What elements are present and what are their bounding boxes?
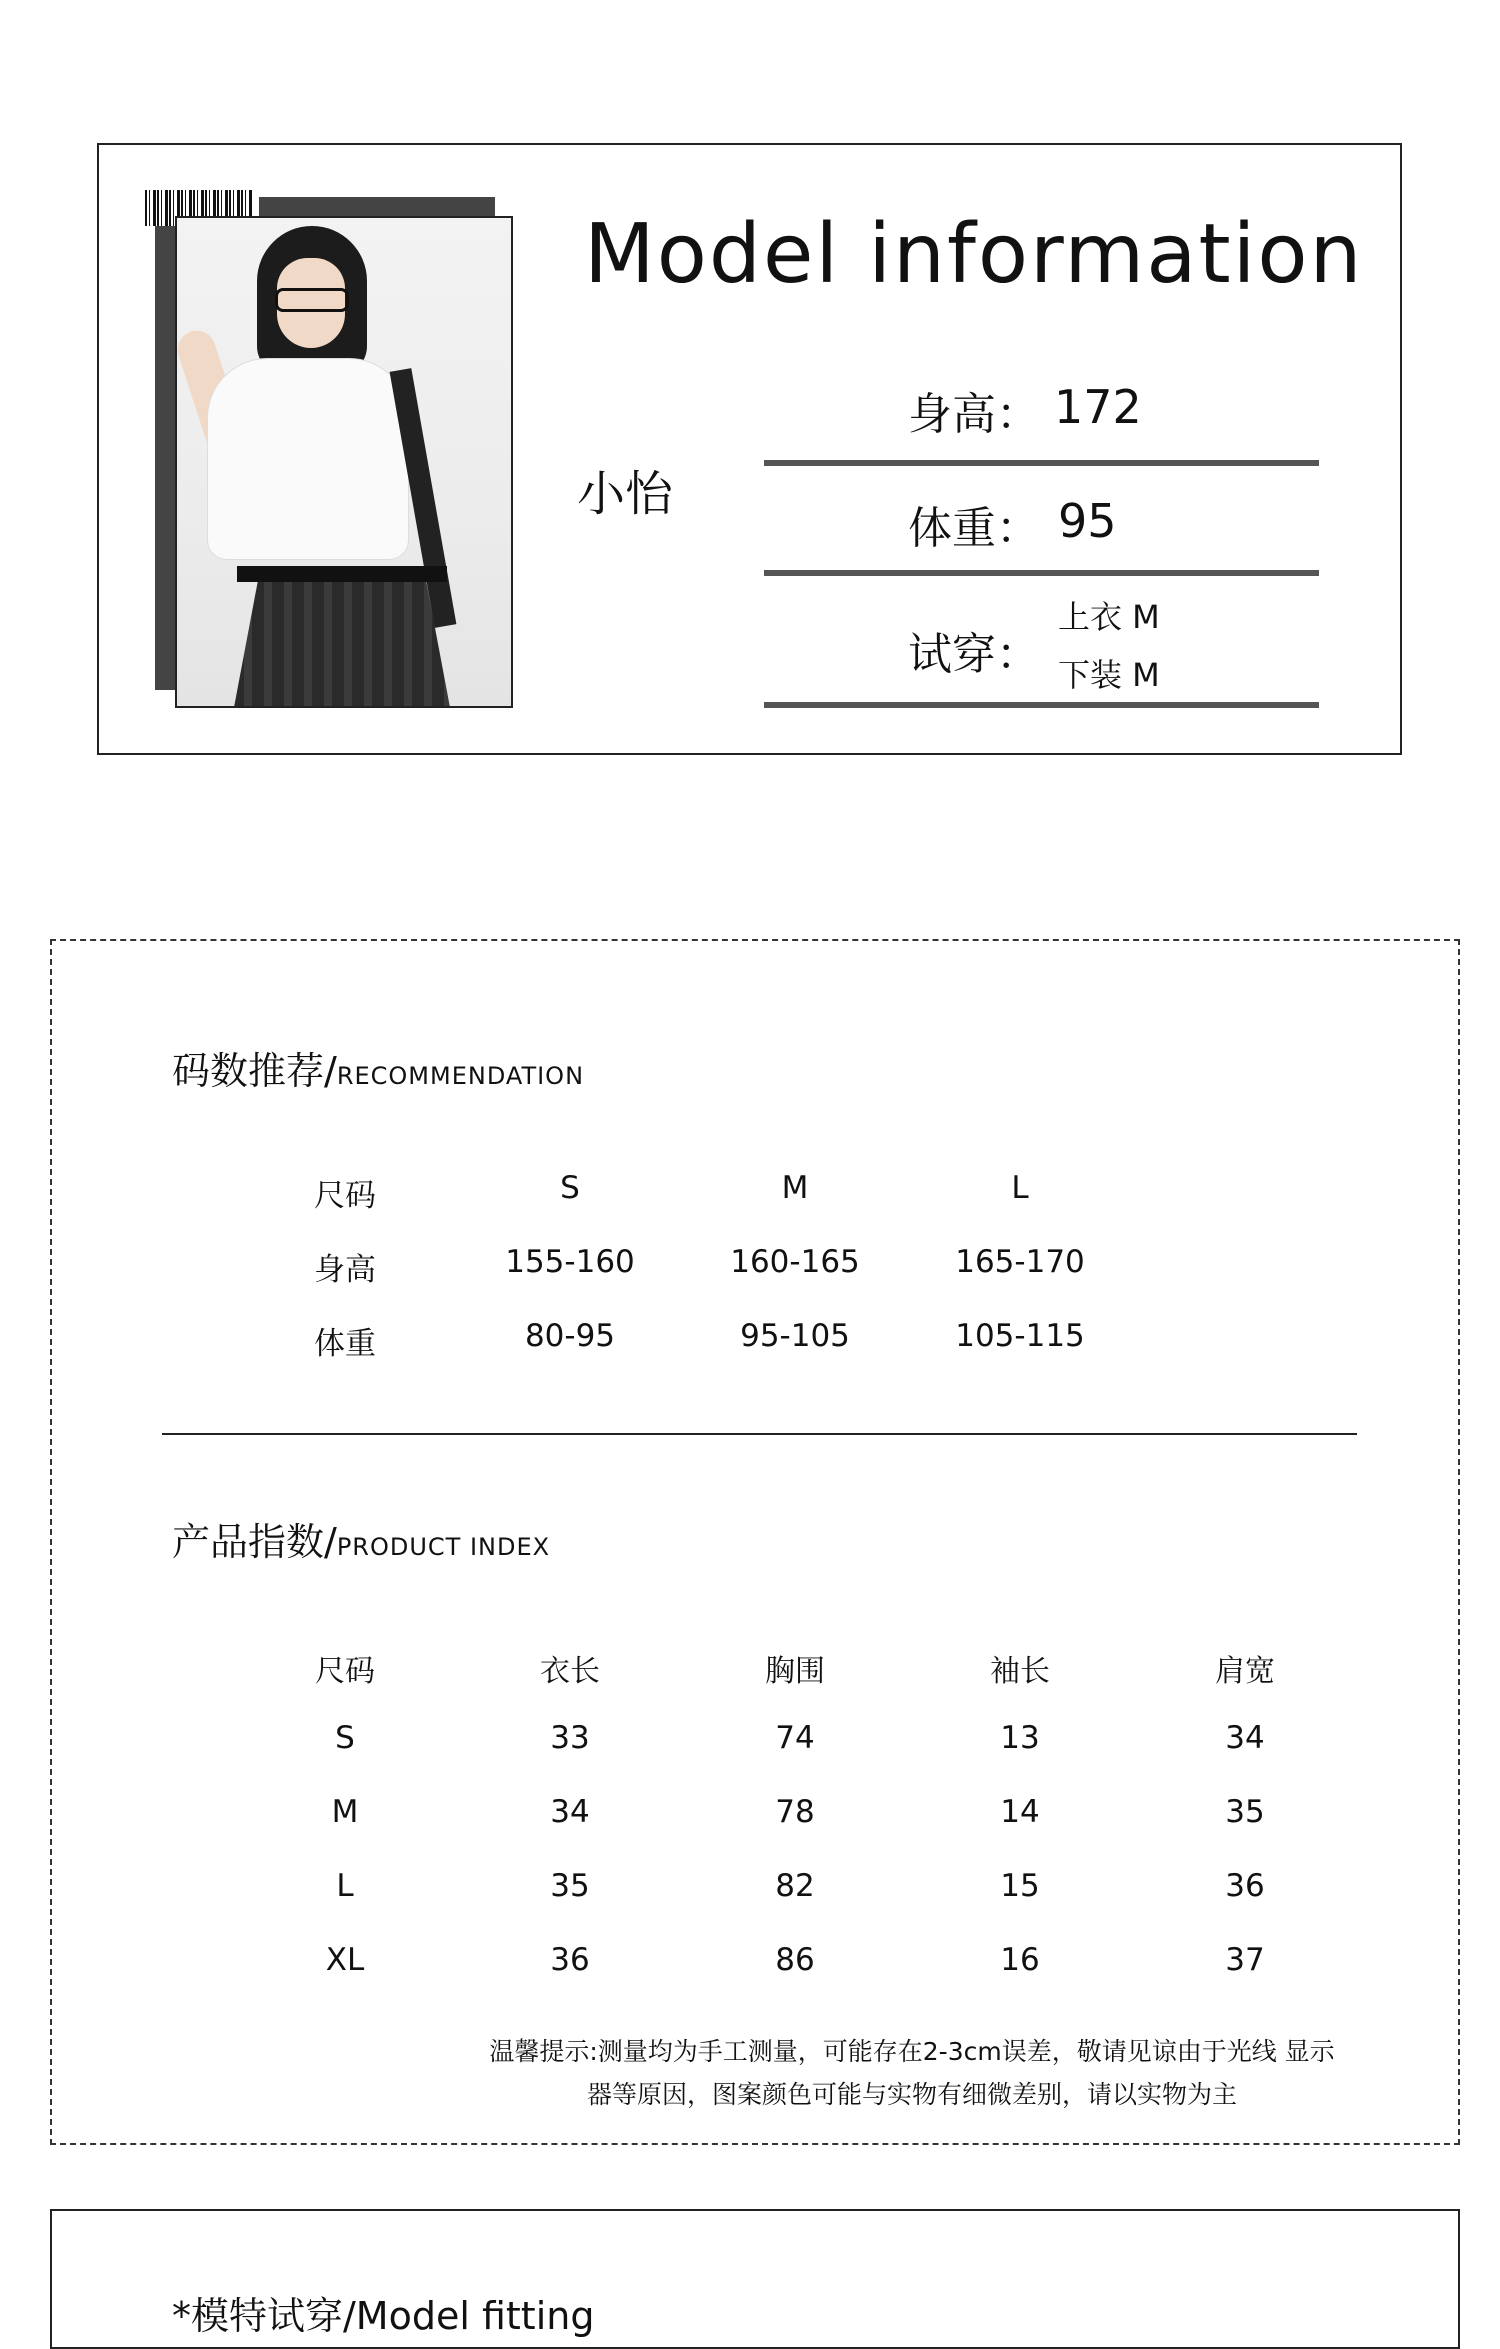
index-cell: 78 bbox=[775, 1794, 815, 1830]
model-info-title: Model information bbox=[584, 207, 1364, 302]
index-cell: 36 bbox=[1225, 1868, 1265, 1904]
rec-cell: 尺码 bbox=[314, 1178, 376, 1214]
index-header-cell: 胸围 bbox=[765, 1654, 825, 1689]
model-name: 小怡 bbox=[577, 466, 674, 522]
fit-top-size: 上衣 M bbox=[1058, 598, 1160, 636]
measurement-note-line1: 温馨提示:测量均为手工测量，可能存在2-3cm误差，敬请见谅由于光线 显示 bbox=[489, 2037, 1335, 2066]
product-index-title-en: PRODUCT INDEX bbox=[336, 1533, 551, 1561]
index-cell: S bbox=[335, 1720, 355, 1756]
weight-label: 体重： bbox=[908, 503, 1040, 554]
photo-belt bbox=[237, 566, 447, 582]
recommendation-title bbox=[172, 1040, 584, 1095]
index-cell: 33 bbox=[550, 1720, 590, 1756]
index-cell: 15 bbox=[1000, 1868, 1040, 1904]
index-cell: 34 bbox=[1225, 1720, 1265, 1756]
index-cell: 74 bbox=[775, 1720, 815, 1756]
measurement-note-line2: 器等原因，图案颜色可能与实物有细微差别，请以实物为主 bbox=[586, 2080, 1237, 2109]
index-cell: 37 bbox=[1225, 1942, 1265, 1978]
recommendation-title-en: RECOMMENDATION bbox=[336, 1062, 585, 1090]
rec-cell: 160-165 bbox=[730, 1244, 860, 1280]
rec-cell: S bbox=[560, 1170, 580, 1206]
photo-glasses bbox=[275, 288, 349, 312]
index-cell: M bbox=[331, 1794, 359, 1830]
index-cell: 86 bbox=[775, 1942, 815, 1978]
index-cell: 35 bbox=[550, 1868, 590, 1904]
rec-cell: 80-95 bbox=[524, 1318, 616, 1354]
photo-shirt bbox=[207, 358, 409, 560]
index-cell: 16 bbox=[1000, 1942, 1040, 1978]
section-divider bbox=[162, 1433, 1357, 1435]
rec-cell: M bbox=[781, 1170, 809, 1206]
index-cell: 36 bbox=[550, 1942, 590, 1978]
rec-cell: 155-160 bbox=[505, 1244, 635, 1280]
index-cell: 82 bbox=[775, 1868, 815, 1904]
index-header-cell: 尺码 bbox=[315, 1654, 375, 1689]
index-cell: 34 bbox=[550, 1794, 590, 1830]
weight-value: 95 bbox=[1058, 494, 1117, 548]
index-cell: 13 bbox=[1000, 1720, 1040, 1756]
height-label: 身高： bbox=[908, 389, 1040, 440]
rec-cell: L bbox=[1011, 1170, 1029, 1206]
fit-bottom-size: 下装 M bbox=[1058, 656, 1160, 694]
index-cell: L bbox=[336, 1868, 354, 1904]
model-photo bbox=[175, 216, 513, 708]
decorative-bar bbox=[155, 226, 175, 690]
rec-cell: 身高 bbox=[314, 1252, 376, 1288]
height-value: 172 bbox=[1054, 380, 1142, 434]
fit-label: 试穿： bbox=[908, 629, 1040, 680]
divider-line bbox=[764, 570, 1319, 576]
rec-cell: 165-170 bbox=[955, 1244, 1085, 1280]
index-cell: 14 bbox=[1000, 1794, 1040, 1830]
divider-line bbox=[764, 702, 1319, 708]
product-index-title-cn: 产品指数/ bbox=[172, 1520, 337, 1564]
product-index-title bbox=[172, 1511, 550, 1566]
divider-line bbox=[764, 460, 1319, 466]
recommendation-title-cn: 码数推荐/ bbox=[172, 1049, 337, 1093]
rec-cell: 体重 bbox=[314, 1326, 376, 1362]
rec-cell: 95-105 bbox=[740, 1318, 850, 1354]
index-header-cell: 衣长 bbox=[540, 1654, 600, 1689]
rec-cell: 105-115 bbox=[955, 1318, 1085, 1354]
index-cell: 35 bbox=[1225, 1794, 1265, 1830]
model-fitting-title: *模特试穿/Model fitting bbox=[172, 2294, 595, 2338]
decorative-bar bbox=[259, 197, 495, 216]
index-cell: XL bbox=[325, 1942, 365, 1978]
index-header-cell: 肩宽 bbox=[1215, 1654, 1275, 1689]
index-header-cell: 袖长 bbox=[990, 1654, 1050, 1689]
photo-skirt bbox=[232, 578, 452, 708]
